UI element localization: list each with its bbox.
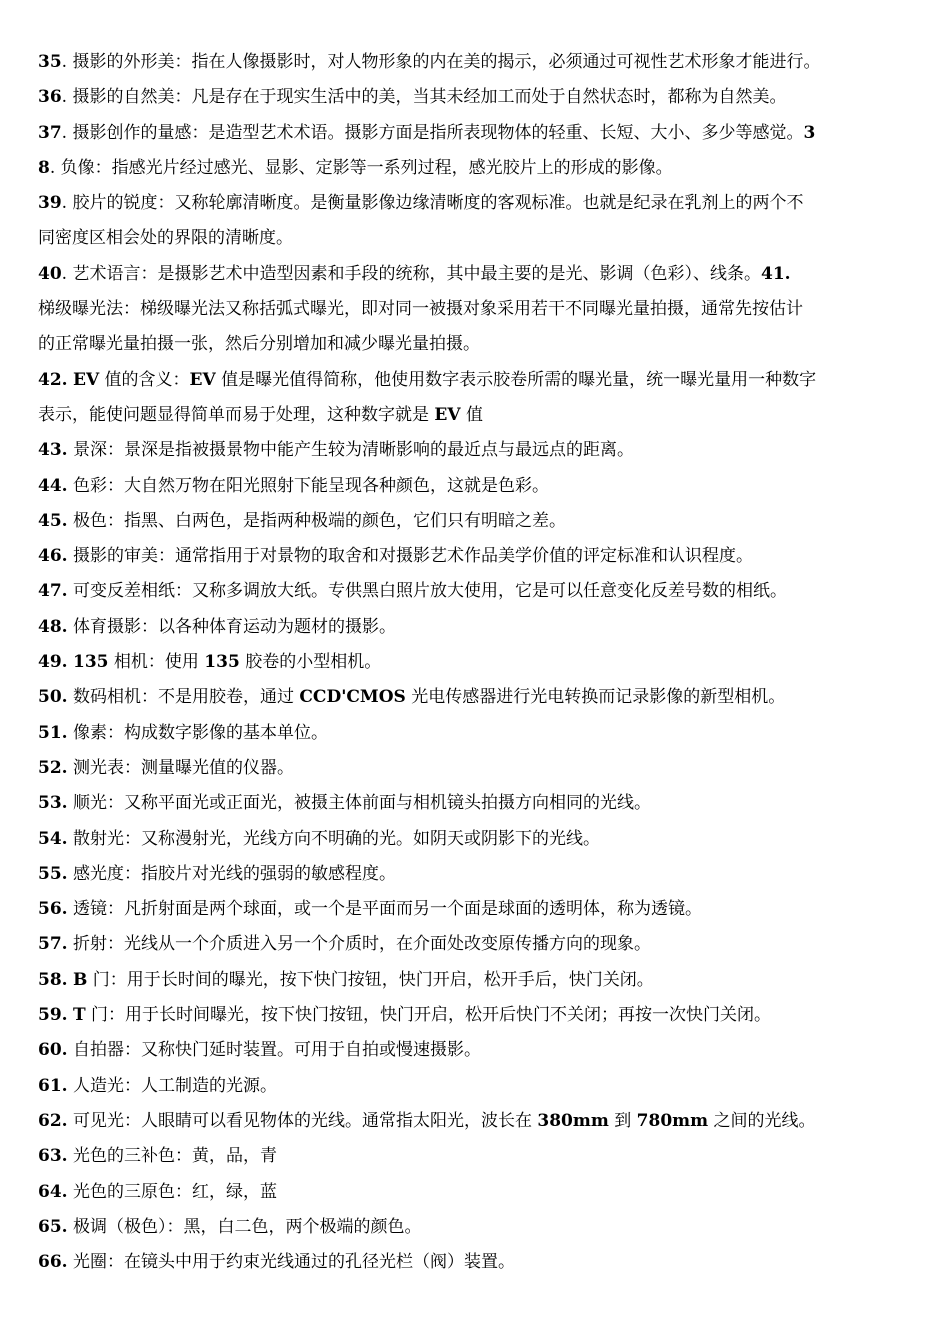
term-number: 54. [38, 828, 68, 849]
text-run: 值是曝光值得简称，他使用数字表示胶卷所需的曝光量，统一曝光量用一种数字 [215, 369, 817, 390]
line [38, 151, 912, 186]
term-number: 59. [38, 1005, 68, 1026]
term-number: 37 [38, 122, 62, 143]
term-number: 50. [38, 687, 68, 708]
line [38, 1104, 912, 1139]
term-number: 65. [38, 1216, 68, 1237]
line [38, 363, 912, 398]
text-run: 胶卷的小型相机。 [239, 652, 382, 673]
line [38, 963, 912, 998]
term-number: 61. [38, 1075, 68, 1096]
text-run: 摄影的审美：通常指用于对景物的取舍和对摄影艺术作品美学价值的评定标准和认识程度。 [67, 546, 753, 567]
line [38, 80, 912, 115]
term-number: 42. [38, 369, 68, 390]
text-run: 像素：构成数字影像的基本单位。 [67, 722, 328, 743]
line [38, 574, 912, 609]
text-run: 体育摄影：以各种体育运动为题材的摄影。 [67, 616, 396, 637]
text-run: 值的含义： [99, 369, 190, 390]
bold-term: 380mm [537, 1110, 609, 1131]
line [38, 469, 912, 504]
line [38, 504, 912, 539]
bold-term: EV [189, 369, 216, 390]
line [38, 716, 912, 751]
text-run: 门：用于长时间的曝光，按下快门按钮，快门开启，松开手后，快门关闭。 [87, 969, 654, 990]
bold-term: EV [434, 404, 461, 425]
line [38, 1033, 912, 1068]
text-run: . 胶片的锐度：又称轮廓清晰度。是衡量影像边缘清晰度的客观标准。也就是纪录在乳剂上的两个不 [61, 193, 804, 214]
text-run: 门：用于长时间曝光，按下快门按钮，快门开启，松开后快门不关闭；再按一次快门关闭。 [85, 1005, 772, 1026]
line [38, 398, 912, 433]
text-run: . 负像：指感光片经过感光、显影、定影等一系列过程，感光胶片上的形成的影像。 [49, 157, 673, 178]
line [38, 1139, 912, 1174]
term-number: 58. [38, 969, 68, 990]
text-run: 测光表：测量曝光值的仪器。 [67, 757, 294, 778]
text-run: 到 [608, 1110, 637, 1131]
line [38, 186, 912, 221]
text-run: 的正常曝光量拍摄一张，然后分别增加和减少曝光量拍摄。 [38, 334, 480, 355]
line [38, 292, 912, 327]
text-run: . 艺术语言：是摄影艺术中造型因素和手段的统称，其中最主要的是光、影调（色彩）、线条。 [61, 263, 761, 284]
term-number: 43. [38, 440, 68, 461]
term-number: 8 [38, 157, 50, 178]
bold-term: 135 [72, 652, 109, 673]
line [38, 45, 912, 80]
text-run: 光色的三补色：黄，品，青 [67, 1146, 277, 1167]
line [38, 116, 912, 151]
line [38, 433, 912, 468]
bold-term: T [72, 1005, 86, 1026]
term-number: 41 [760, 263, 785, 284]
text-run: 光电传感器进行光电转换而记录影像的新型相机。 [405, 687, 786, 708]
text-run: 数码相机：不是用胶卷，通过 [67, 687, 300, 708]
term-number: 62. [38, 1110, 68, 1131]
text-run: 极调（极色）：黑，白二色，两个极端的颜色。 [67, 1216, 422, 1237]
term-number: 53. [38, 793, 68, 814]
term-number: 45. [38, 510, 68, 531]
term-number: 36 [38, 87, 62, 108]
text-run: 光色的三原色：红，绿，蓝 [67, 1181, 277, 1202]
text-run: 感光度：指胶片对光线的强弱的敏感程度。 [67, 863, 396, 884]
bold-term: CCD'CMOS [299, 687, 406, 708]
term-number: 49. [38, 652, 68, 673]
line [38, 822, 912, 857]
text-run: 之间的光线。 [708, 1110, 816, 1131]
text-run: 折射：光线从一个介质进入另一个介质时，在介面处改变原传播方向的现象。 [67, 934, 651, 955]
term-number: 3 [803, 122, 816, 143]
text-run: 可见光：人眼睛可以看见物体的光线。通常指太阳光，波长在 [67, 1110, 538, 1131]
bold-term: B [72, 969, 88, 990]
text-run: 散射光：又称漫射光，光线方向不明确的光。如阴天或阴影下的光线。 [67, 828, 600, 849]
text-run: 相机：使用 [108, 652, 205, 673]
line [38, 751, 912, 786]
term-number: 35 [38, 52, 62, 72]
text-run: 人造光：人工制造的光源。 [67, 1075, 277, 1096]
text-run: 景深：景深是指被摄景物中能产生较为清晰影响的最近点与最远点的距离。 [67, 440, 634, 461]
term-number: 39 [38, 193, 62, 214]
term-number: 52. [38, 757, 68, 778]
line [38, 1210, 912, 1245]
text-run: 表示，能使问题显得简单而易于处理，这种数字就是 [38, 404, 435, 425]
term-number: 60. [38, 1040, 68, 1061]
text-run: . 摄影的自然美：凡是存在于现实生活中的美，当其未经加工而处于自然状态时，都称为自然美。 [61, 87, 787, 108]
text-run: 自拍器：又称快门延时装置。可用于自拍或慢速摄影。 [67, 1040, 481, 1061]
line [38, 610, 912, 645]
line [38, 645, 912, 680]
bold-term: EV [72, 369, 100, 390]
term-number: . [784, 263, 791, 284]
text-run: 极色：指黑、白两色，是指两种极端的颜色，它们只有明暗之差。 [67, 510, 566, 531]
line [38, 327, 912, 362]
line [38, 927, 912, 962]
term-number: 56. [38, 899, 68, 920]
line [38, 786, 912, 821]
text-run: 顺光：又称平面光或正面光，被摄主体前面与相机镜头拍摄方向相同的光线。 [67, 793, 651, 814]
term-number: 48. [38, 616, 68, 637]
bold-term: 780mm [636, 1110, 709, 1131]
bold-term: 135 [204, 652, 240, 673]
text-run: . 摄影创作的量感：是造型艺术术语。摄影方面是指所表现物体的轻重、长短、大小、多少等感觉。 [61, 122, 804, 143]
line [38, 257, 912, 292]
text-run: 光圈：在镜头中用于约束光线通过的孔径光栏（阀）装置。 [67, 1252, 515, 1273]
text-run: 梯级曝光法：梯级曝光法又称括弧式曝光，即对同一被摄对象采用若干不同曝光量拍摄，通常先按估计 [38, 299, 803, 320]
term-number: 55. [38, 863, 68, 884]
term-number: 47. [38, 581, 68, 602]
text-run: . 摄影的外形美：指在人像摄影时，对人物形象的内在美的揭示，必须通过可视性艺术形象才能进行。 [61, 52, 821, 72]
text-run: 透镜：凡折射面是两个球面，或一个是平面而另一个面是球面的透明体，称为透镜。 [67, 899, 702, 920]
term-number: 64. [38, 1181, 68, 1202]
term-number: 40 [38, 263, 62, 284]
text-run: 色彩：大自然万物在阳光照射下能呈现各种颜色，这就是色彩。 [67, 475, 549, 496]
line [38, 221, 912, 256]
term-number: 46. [38, 546, 68, 567]
line [38, 892, 912, 927]
line [38, 680, 912, 715]
term-number: 51. [38, 722, 68, 743]
line [38, 857, 912, 892]
line [38, 1175, 912, 1210]
line [38, 539, 912, 574]
line [38, 1069, 912, 1104]
term-number: 57. [38, 934, 68, 955]
term-number: 66. [38, 1252, 68, 1273]
text-run: 同密度区相会处的界限的清晰度。 [38, 228, 293, 249]
term-number: 63. [38, 1146, 68, 1167]
term-number: 44. [38, 475, 68, 496]
text-run: 值 [460, 404, 483, 425]
line [38, 1245, 912, 1280]
line [38, 998, 912, 1033]
text-run: 可变反差相纸：又称多调放大纸。专供黑白照片放大使用，它是可以任意变化反差号数的相纸。 [67, 581, 787, 602]
